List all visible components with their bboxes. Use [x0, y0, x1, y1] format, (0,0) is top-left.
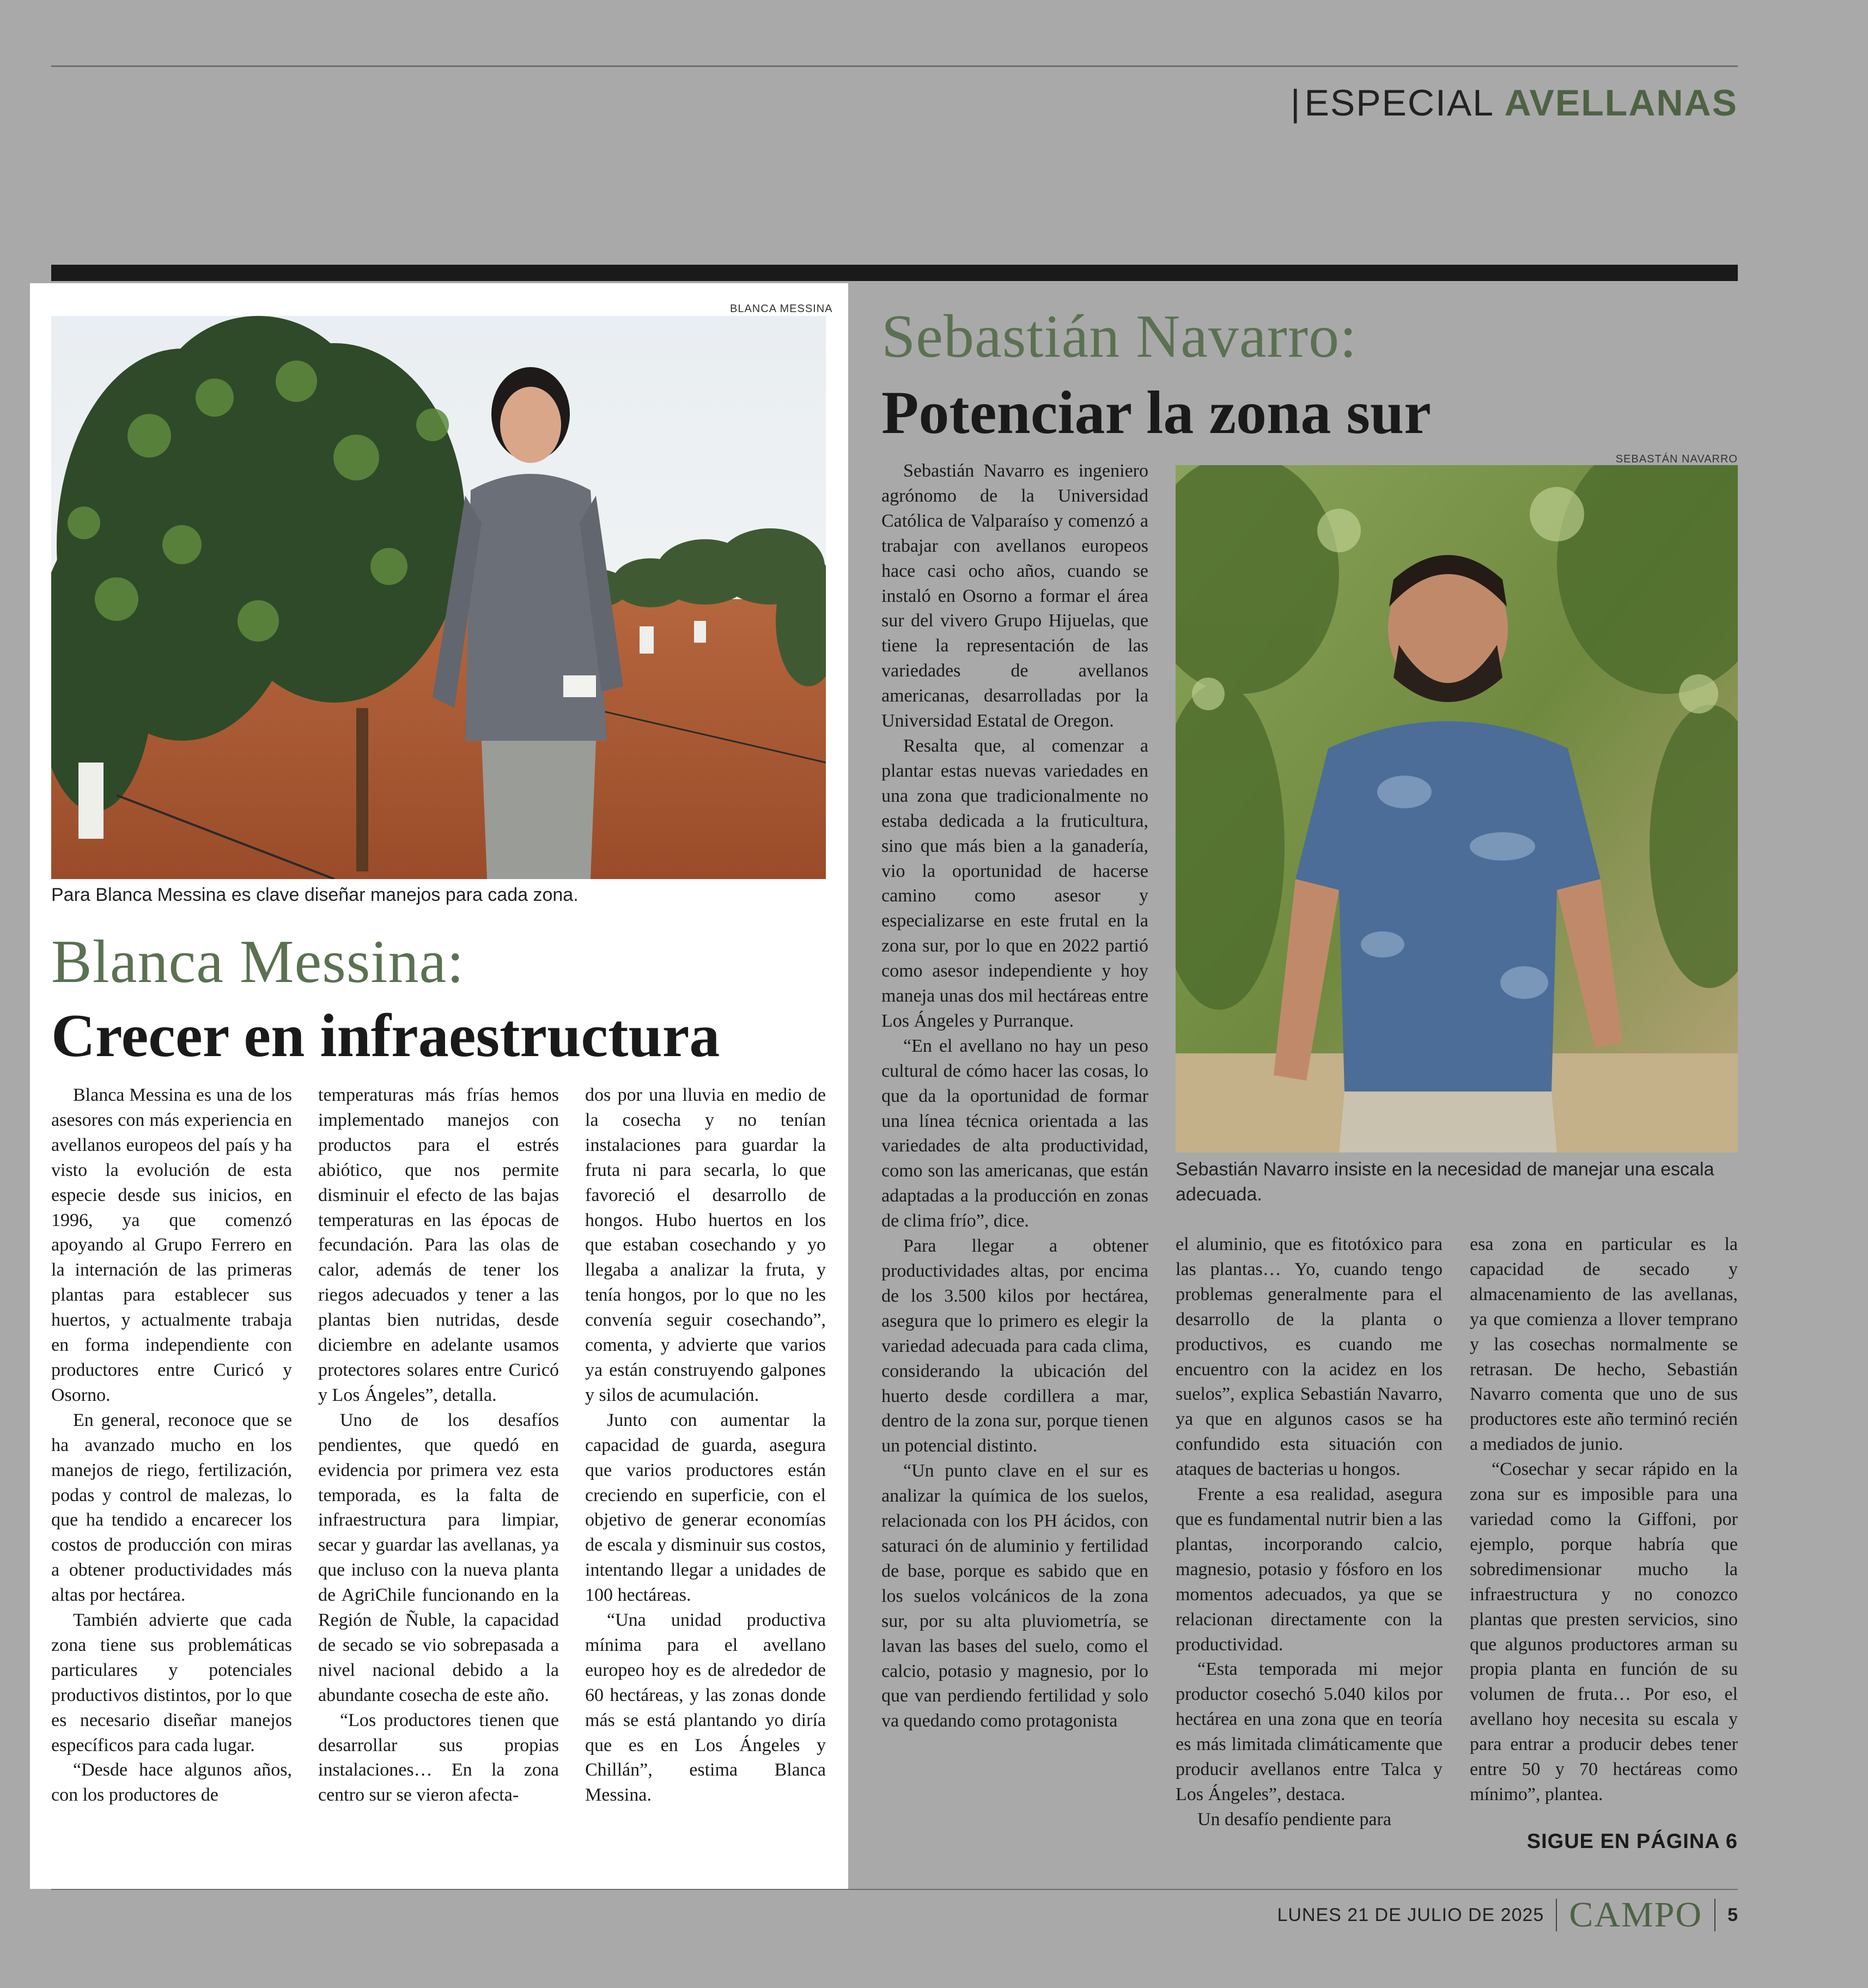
- continue-note: SIGUE EN PÁGINA 6: [1526, 1830, 1738, 1853]
- paragraph: “Los productores tienen que desarrollar sus propias instalaciones… En la zona centro sur se vieron afecta-: [318, 1710, 559, 1806]
- paragraph: Resalta que, al comenzar a plantar estas nuevas variedades en una zona que tradicionalmente no estaba dedicada a la fruticultura, sino que más bien a la ganadería, vio la oportunidad de hacerse camino como asesor y especializarse en este frutal en la zona sur, por lo que en 2022 partió como asesor independiente y hoy maneja unas dos mil hectáreas entre Los Ángeles y Purranque.: [881, 735, 1148, 1031]
- paragraph: “Desde hace algunos años, con los productores de: [51, 1760, 292, 1806]
- page-number: 5: [1727, 1904, 1738, 1925]
- paragraph: Para llegar a obtener productividades altas, por encima de los 3.500 kilos por hectárea, asegura que lo primero es elegir la variedad adecuada para cada clima, considerando la ubicación del huerto desde cordillera a mar, dentro de la zona sur, porque tienen un potencial distinto.: [881, 1236, 1148, 1456]
- top-rule: [51, 65, 1738, 67]
- orchard-photo-blanca: [51, 316, 826, 879]
- right-column-1: [881, 459, 1148, 1734]
- issue-date: LUNES 21 DE JULIO DE 2025: [1277, 1904, 1544, 1925]
- left-column-2: [318, 1083, 559, 1808]
- publication-brand: CAMPO: [1569, 1895, 1703, 1935]
- footer-divider: [1714, 1899, 1715, 1931]
- left-photo-caption: Para Blanca Messina es clave diseñar manejos para cada zona.: [51, 885, 579, 905]
- left-headline-name: Blanca Messina:: [51, 928, 465, 996]
- paragraph: “Un punto clave en el sur es analizar la química de los suelos, relacionada con los PH ácidos, con saturaci ón de aluminio y fertilidad de base, porque es sabido que en los suelos volcánicos de la zona sur, por su alta pluviometría, se lavan las bases del suelo, como el calcio, potasio y magnesio, por lo que van perdiendo fertilidad y solo va quedando como protagonista: [881, 1461, 1148, 1731]
- black-band: [51, 265, 1738, 281]
- paragraph: el aluminio, que es fitotóxico para las plantas… Yo, cuando tengo problemas generalmente para el desarrollo de la planta o productivos, es cuando me encuentro con la acidez en los suelos”, explica Sebastián Navarro, ya que en algunos casos se ha confundido esta situación con ataques de bacterias u hongos.: [1176, 1234, 1443, 1480]
- paragraph: Sebastián Navarro es ingeniero agrónomo de la Universidad Católica de Valparaíso y comenzó a trabajar con avellanos europeos hace casi ocho años, cuando se instaló en Osorno a formar el área sur del vivero Grupo Hijuelas, que tiene la representación de las variedades de avellanos americanas, desarrolladas por la Universidad Estatal de Oregon.: [881, 461, 1148, 731]
- right-headline-title: Potenciar la zona sur: [881, 379, 1431, 447]
- right-headline-name: Sebastián Navarro:: [881, 303, 1358, 370]
- paragraph: temperaturas más frías hemos implementado manejos con productos para el estrés abiótico, que nos permite disminuir el efecto de las bajas temperaturas en las épocas de fecundación. Para las olas de calor, además de tener los riegos adecuados y tener a las plantas bien nutridas, desde diciembre en adelante usamos protectores solares entre Curicó y Los Ángeles”, detalla.: [318, 1085, 559, 1405]
- paragraph: También advierte que cada zona tiene sus problemáticas particulares y potenciales productivos distintos, por lo que es necesario diseñar manejos específicos para cada lugar.: [51, 1610, 292, 1755]
- paragraph: Un desafío pendiente para: [1197, 1809, 1391, 1830]
- paragraph: Frente a esa realidad, asegura que es fundamental nutrir bien a las plantas, incorporando calcio, magnesio, potasio y fósforo en los momentos adecuados, ya que se relacionan directamente con la productividad.: [1176, 1484, 1443, 1655]
- paragraph: esa zona en particular es la capacidad de secado y almacenamiento de las avellanas, ya que comienza a llover temprano y las cosechas normalmente se retrasan. De hecho, Sebastián Navarro comenta que uno de sus productores este año terminó recién a mediados de junio.: [1470, 1234, 1738, 1455]
- right-photo-caption: Sebastián Navarro insiste en la necesidad de manejar una escala adecuada.: [1176, 1159, 1714, 1205]
- paragraph: “Una unidad productiva mínima para el avellano europeo hoy es de alrededor de 60 hectáreas, y las zonas donde más se está plantando yo diría que es en Los Ángeles y Chillán”, estima Blanca Messina.: [585, 1610, 826, 1806]
- right-photo-credit: SEBASTÁN NAVARRO: [1615, 453, 1738, 465]
- paragraph: Uno de los desafíos pendientes, que quedó en evidencia por primera vez esta temporada, es la falta de infraestructura para limpiar, secar y guardar las avellanas, ya que incluso con la nueva planta de AgriChile funcionando en la Región de Ñuble, la capacidad de secado se vio sobrepasada a nivel nacional debido a la abundante cosecha de este año.: [318, 1410, 559, 1705]
- left-column-1: [51, 1083, 292, 1808]
- footer-divider: [1556, 1899, 1557, 1931]
- paragraph: En general, reconoce que se ha avanzado mucho en los manejos de riego, fertilización, podas y control de malezas, lo que ha tendido a encarecer los costos de producción con miras a obtener productividades más altas por hectárea.: [51, 1410, 292, 1606]
- right-column-2: [1176, 1232, 1443, 1832]
- section-header: [1291, 82, 1738, 124]
- footer: [1277, 1894, 1738, 1936]
- section-bar: |: [1290, 82, 1301, 124]
- paragraph: Blanca Messina es una de los asesores con más experiencia en avellanos europeos del país y ha visto la evolución de esta especie desde sus inicios, en 1996, ya que comenzó apoyando al Grupo Ferrero en la internación de las primeras plantas para establecer sus huertos, y actualmente trabaja en forma independiente con productores entre Curicó y Osorno.: [51, 1085, 292, 1405]
- left-column-3: [585, 1083, 826, 1808]
- paragraph: Junto con aumentar la capacidad de guarda, asegura que varios productores están creciendo en superficie, con el objetivo de generar economías de escala y disminuir sus costos, intentando llegar a unidades de 100 hectáreas.: [585, 1410, 826, 1606]
- section-prefix: ESPECIAL: [1304, 82, 1493, 124]
- paragraph: “Esta temporada mi mejor productor cosechó 5.040 kilos por hectárea en una zona que en teoría es más limitada climáticamente que producir avellanos entre Talca y Los Ángeles”, destaca.: [1176, 1659, 1443, 1804]
- paragraph: dos por una lluvia en medio de la cosecha y no tenían instalaciones para guardar la fruta ni para secarla, lo que favoreció el desarrollo de hongos. Hubo huertos en los que estaban cosechando y yo llegaba a analizar la fruta, y tenía hongos, por lo que no les convenía seguir cosechando”, comenta, y advierte que varios ya están construyendo galpones y silos de acumulación.: [585, 1085, 826, 1405]
- left-headline-title: Crecer en infraestructura: [51, 1002, 720, 1070]
- left-photo-credit: BLANCA MESSINA: [730, 303, 833, 315]
- bottom-rule: [51, 1889, 1738, 1890]
- paragraph: “En el avellano no hay un peso cultural de cómo hacer las cosas, lo que da la oportunidad de formar una línea técnica orientada a las variedades de alta productividad, como son las americanas, que están adaptadas a la producción en zonas de clima frío”, dice.: [881, 1035, 1148, 1231]
- right-column-3: [1470, 1232, 1738, 1807]
- paragraph: “Cosechar y secar rápido en la zona sur es imposible para una variedad como la Giffoni, por ejemplo, porque habría que sobredimensionar mucho la infraestructura y no conozco plantas que presten servicios, sino que algunos productores arman su propia planta en función de su volumen de fruta… Por eso, el avellano hoy necesita su escala y para entrar a producir debes tener entre 50 y 70 hectáreas como mínimo”, plantea.: [1470, 1459, 1738, 1804]
- section-accent: AVELLANAS: [1504, 82, 1738, 124]
- portrait-photo-sebastian: [1176, 465, 1738, 1152]
